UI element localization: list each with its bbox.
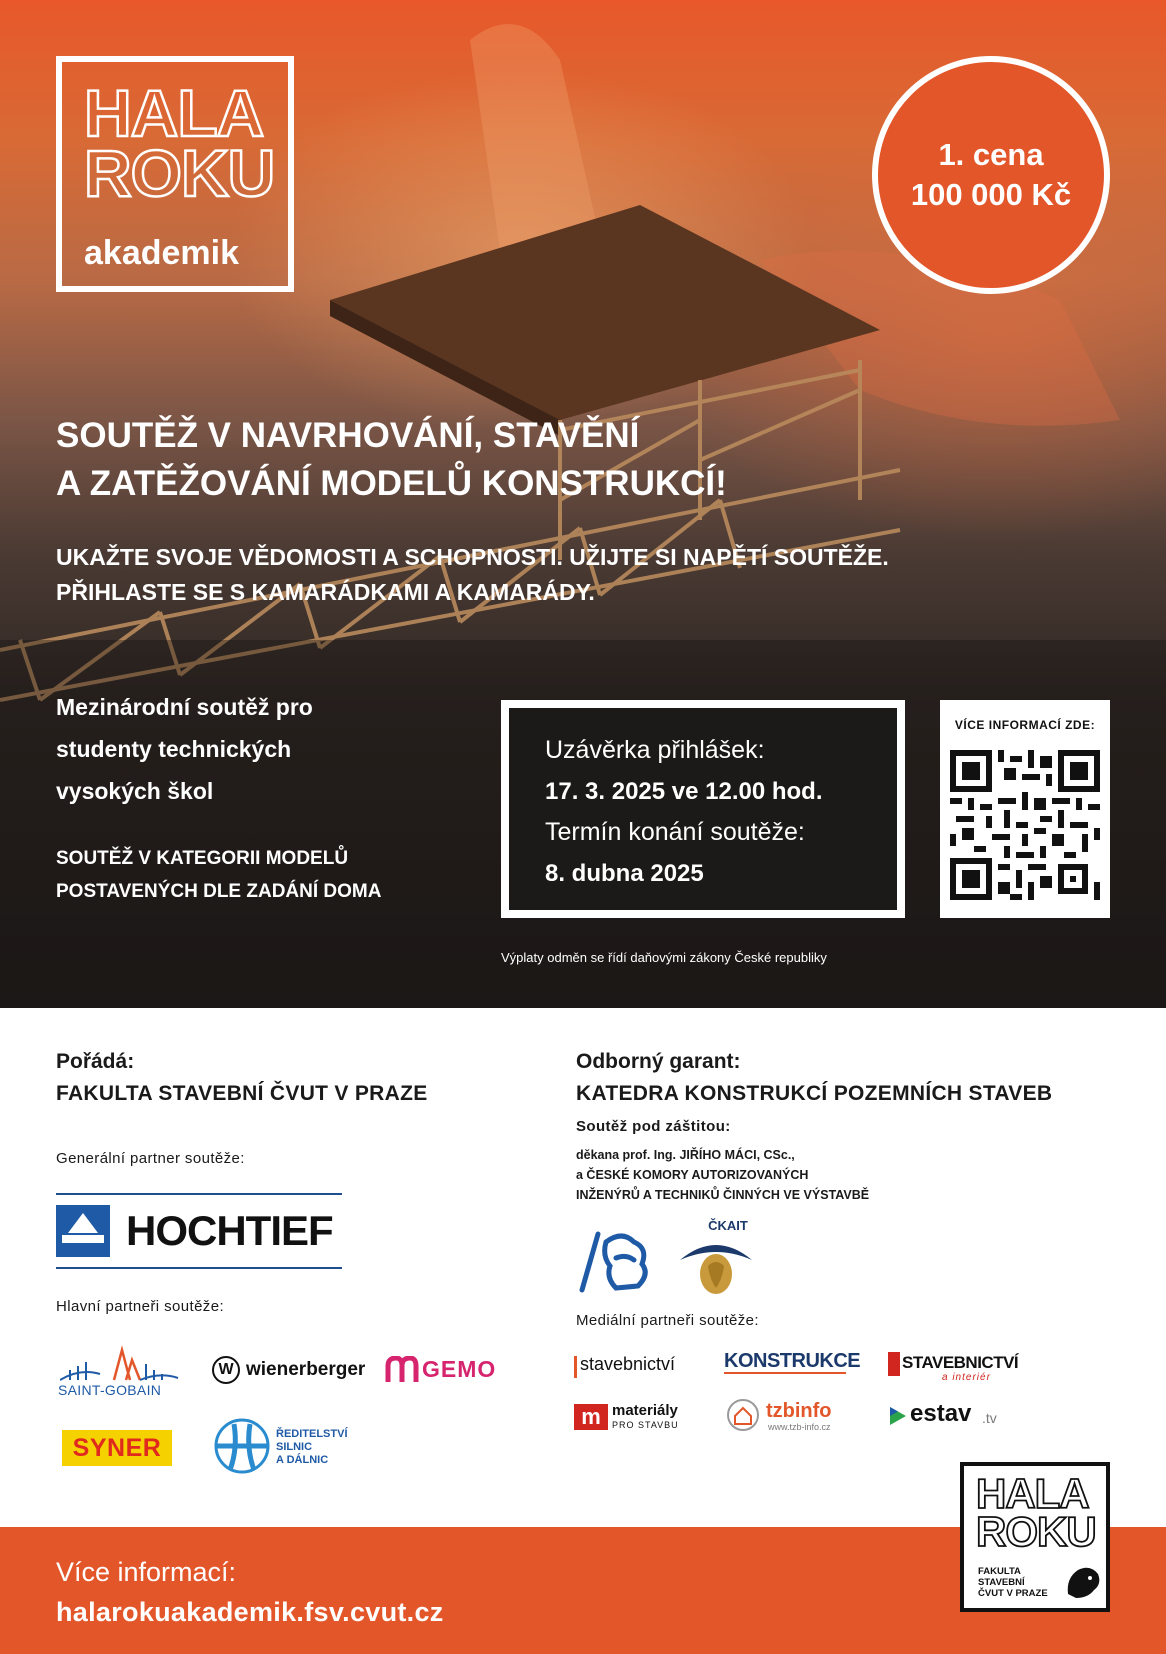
materialy-m-icon: m [574,1404,608,1430]
materialy-logo: materiály [612,1402,678,1419]
media-partners-heading: Mediální partneři soutěže: [576,1312,759,1329]
faculty-line-1: FAKULTA [978,1566,1021,1577]
wienerberger-w-icon: W [212,1356,240,1384]
stavebnictvi-interier-logo: STAVEBNICTVÍ [902,1353,1019,1372]
lion-head-icon [1064,1564,1102,1600]
stavebnictvi-bar-icon [574,1356,577,1378]
tzbinfo-logo: tzbinfo [766,1400,832,1422]
rsd-line-1: ŘEDITELSTVÍ [276,1428,348,1440]
rsd-line-2: SILNIC [276,1441,313,1453]
deadline-box [501,700,905,918]
tzbinfo-url: www.tzb-info.cz [768,1422,831,1432]
bottom-logo-hala: HALA [976,1470,1089,1517]
qr-code-icon[interactable] [950,750,1100,900]
estav-tv-label: .tv [982,1410,997,1426]
category-line-2: POSTAVENÝCH DLE ZADÁNÍ DOMA [56,881,382,902]
main-partners-heading: Hlavní partneři soutěže: [56,1298,225,1315]
event-date-value: 8. dubna 2025 [545,860,704,887]
general-partner-heading: Generální partner soutěže: [56,1150,245,1167]
main-headline [56,412,1056,508]
subline-line-1: UKAŽTE SVOJE VĚDOMOSTI A SCHOPNOSTI. UŽIJTE SI NAPĚTÍ SOUTĚŽE. [56,544,889,570]
tzbinfo-house-icon [726,1398,760,1432]
ckait-label: ČKAIT [708,1218,748,1233]
pro-stavbu-label: PRO STAVBU [612,1420,679,1430]
estav-logo: estav [910,1400,972,1427]
logo-roku-text: ROKU [84,136,275,210]
konstrukce-logo: KONSTRUKCE [724,1350,861,1372]
category-line-1: SOUTĚŽ V KATEGORII MODELŮ [56,848,349,869]
footer-url-link[interactable]: halarokuakademik.fsv.cvut.cz [56,1597,444,1627]
category-note [56,842,496,908]
qr-label: VÍCE INFORMACÍ ZDE: [954,718,1096,732]
intl-line-3: vysokých škol [56,778,214,804]
footer-more-info: Více informací: [56,1557,237,1587]
logo-hala-text: HALA [84,76,264,150]
interier-label: a interiér [942,1372,991,1383]
faculty-line-2: STAVEBNÍ [978,1577,1025,1588]
wienerberger-logo: wienerberger [246,1359,366,1380]
hala-roku-fsv-logo [960,1462,1110,1612]
guarantor-name: KATEDRA KONSTRUKCÍ POZEMNÍCH STAVEB [576,1082,1053,1105]
international-note [56,686,476,812]
headline-line-2: A ZATĚŽOVÁNÍ MODELŮ KONSTRUKCÍ! [56,464,727,503]
syner-logo: SYNER [62,1430,172,1466]
rsd-line-3: A DÁLNIC [276,1454,329,1466]
intl-line-2: studenty technických [56,736,292,762]
registration-deadline-value: 17. 3. 2025 ve 12.00 hod. [545,778,823,805]
registration-deadline-label: Uzávěrka přihlášek: [545,736,765,764]
rsd-highway-icon [214,1418,270,1474]
guarantor-heading: Odborný garant: [576,1050,741,1073]
sub-headline [56,540,1136,610]
patronage-heading: Soutěž pod záštitou: [576,1118,731,1135]
event-date-label: Termín konání soutěže: [545,818,805,846]
konstrukce-underline [724,1372,846,1374]
hochtief-mark-icon [56,1205,110,1257]
stavebnictvi-interier-mark-icon [888,1352,900,1376]
estav-play-icon [888,1405,908,1427]
prize-amount: 100 000 Kč [910,177,1072,212]
logo-akademik-text: akademik [84,234,239,272]
gemo-logo: GEMO [422,1356,497,1382]
patronage-line-3: INŽENÝRŮ A TECHNIKŮ ČINNÝCH VE VÝSTAVBĚ [576,1188,870,1202]
hala-roku-akademik-logo [56,56,294,292]
bottom-logo-roku: ROKU [976,1508,1096,1555]
patronage-line-2: a ČESKÉ KOMORY AUTORIZOVANÝCH [576,1168,809,1182]
hochtief-wordmark: HOCHTIEF [126,1207,333,1254]
gemo-mark-icon [384,1356,420,1384]
prize-label: 1. cena [938,137,1044,172]
stavebnictvi-logo: stavebnictví [580,1354,676,1374]
disclaimer-text: Výplaty odměn se řídí daňovými zákony České republiky [501,950,827,965]
bottom-logo-faculty [978,1566,1058,1599]
saint-gobain-mark-icon [60,1344,180,1384]
intl-line-1: Mezinárodní soutěž pro [56,694,313,720]
headline-line-1: SOUTĚŽ V NAVRHOVÁNÍ, STAVĚNÍ [56,416,640,455]
faculty-line-3: ČVUT V PRAZE [978,1588,1048,1599]
saint-gobain-logo: SAINT-GOBAIN [58,1382,162,1398]
rsd-logo [276,1428,348,1467]
ckait-logo-icon [678,1236,754,1296]
organizer-heading: Pořádá: [56,1050,135,1073]
organizer-name: FAKULTA STAVEBNÍ ČVUT V PRAZE [56,1082,428,1105]
hochtief-logo [56,1193,342,1269]
cvut-lion-logo-icon [576,1228,656,1294]
subline-line-2: PŘIHLASTE SE S KAMARÁDKAMI A KAMARÁDY. [56,579,595,605]
patronage-list [576,1145,1136,1205]
qr-code-box[interactable] [940,700,1110,918]
prize-badge [872,56,1110,294]
patronage-line-1: děkana prof. Ing. JIŘÍHO MÁCI, CSc., [576,1148,795,1162]
